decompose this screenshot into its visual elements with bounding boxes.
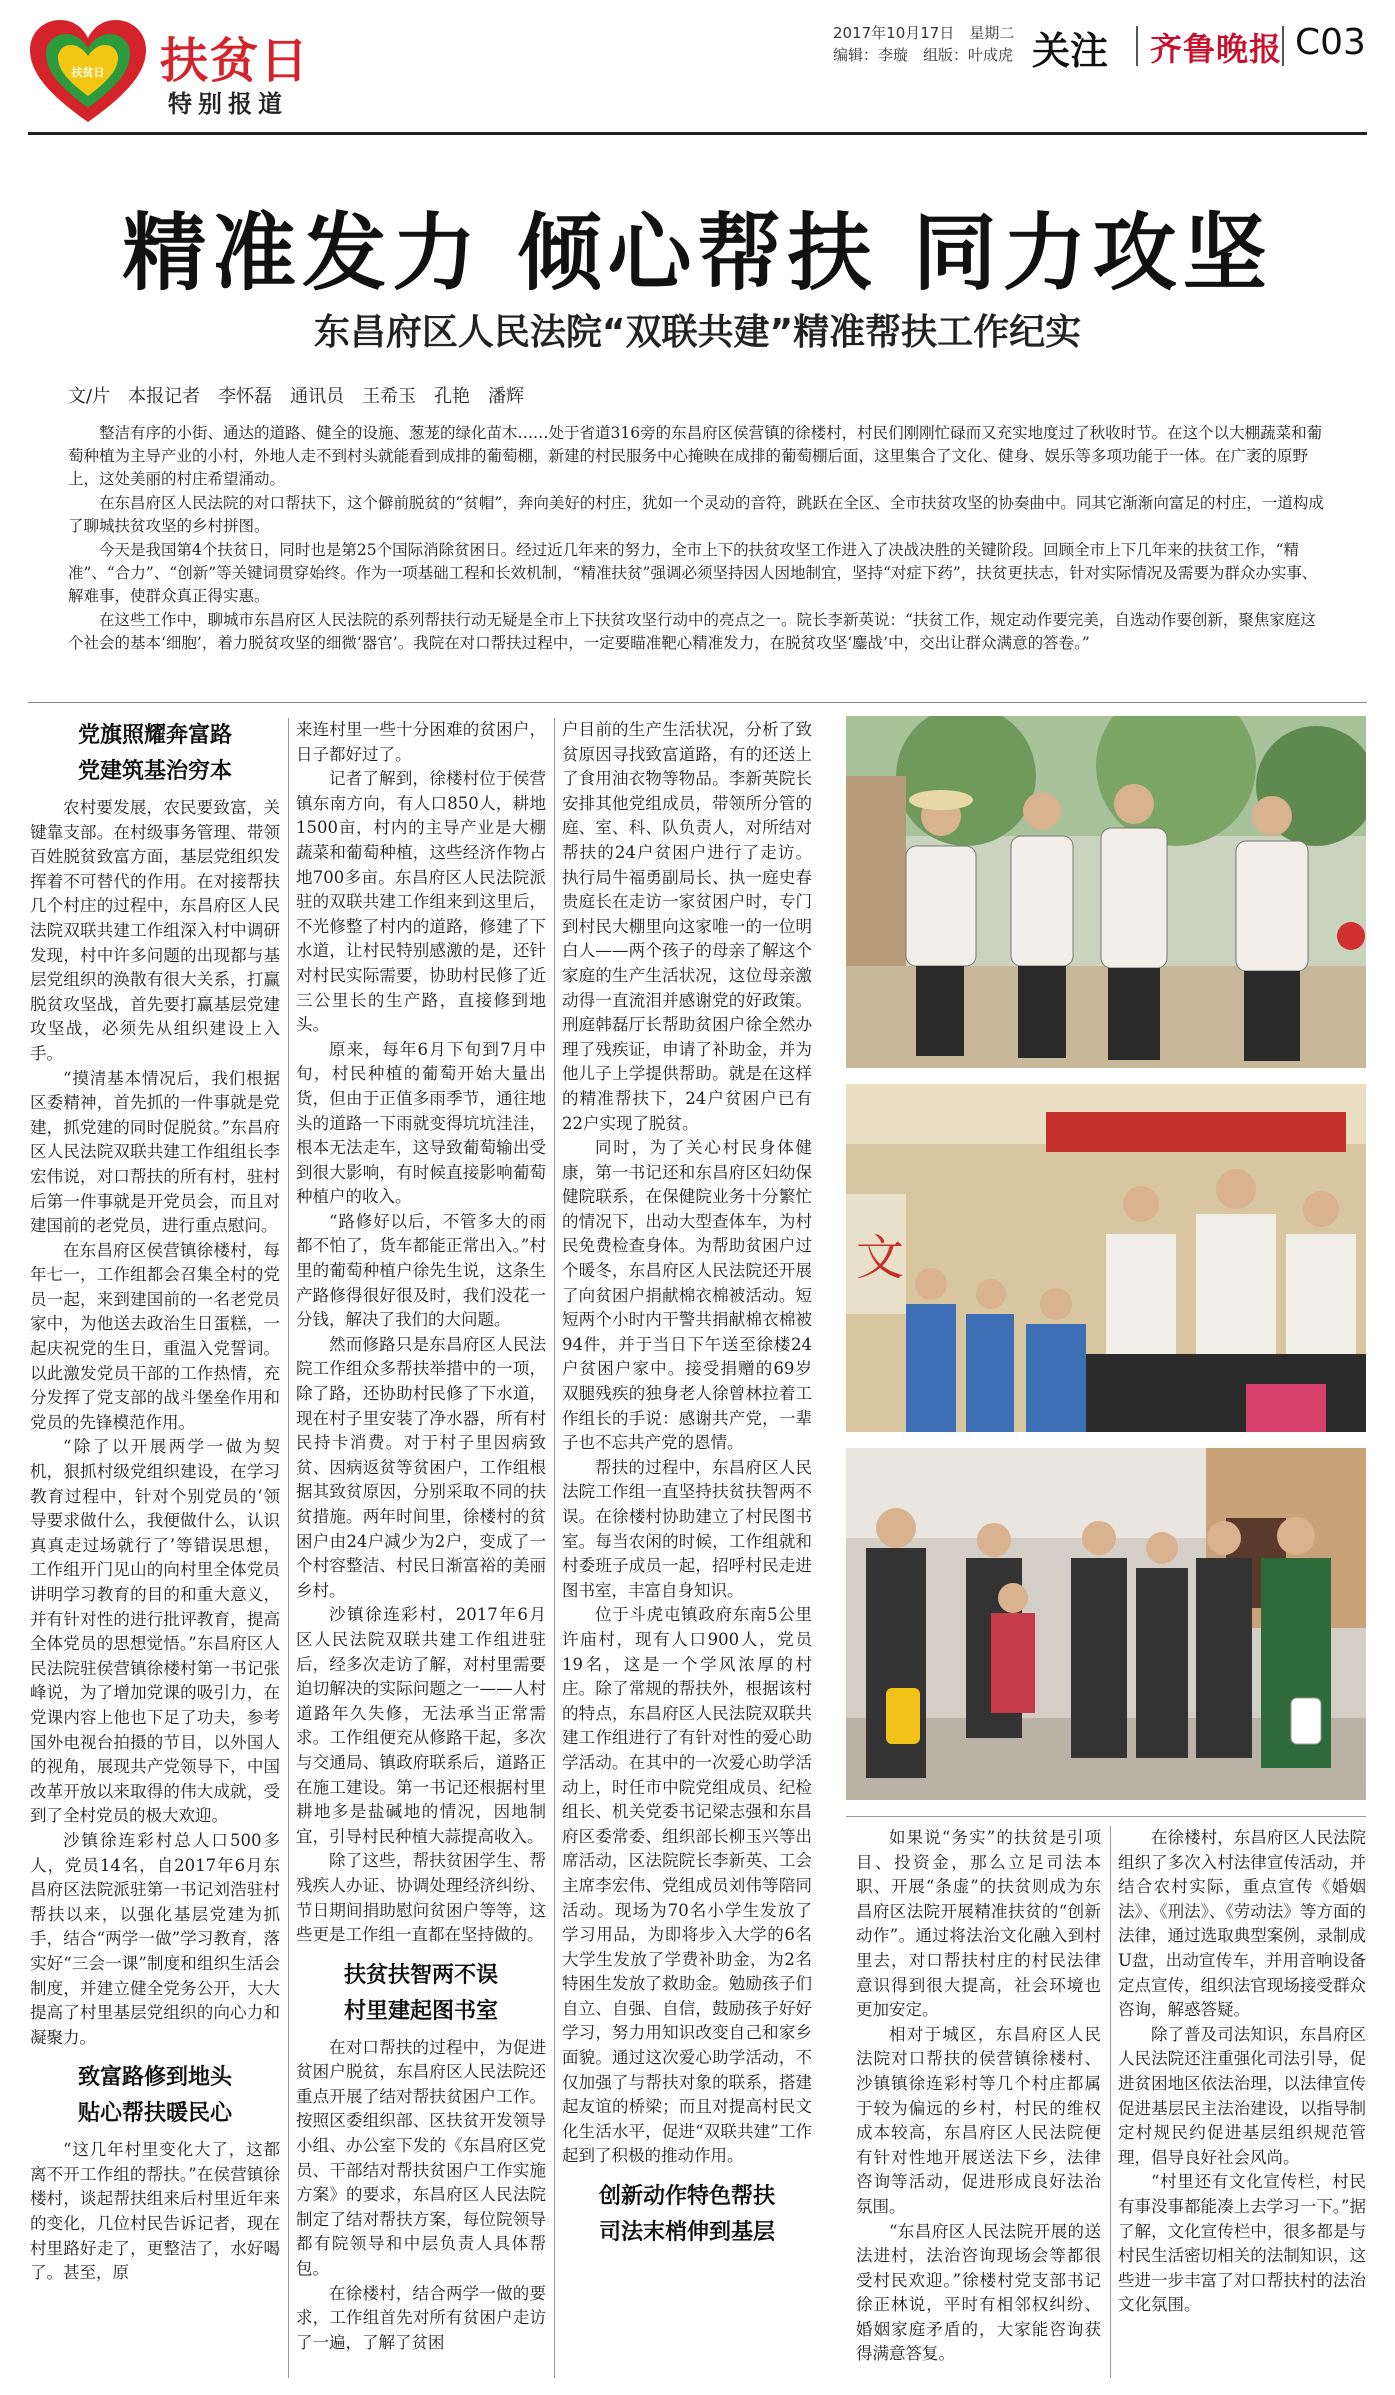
body-paragraph: 在东昌府区侯营镇徐楼村，每年七一，工作组都会召集全村的党员一起，来到建国前的一名老党员家中，为他送去政治生日蛋糕，一起庆祝党的生日，重温入党誓词。以此激发党员干部的工作热情，充分发挥了党支部的战斗堡垒作用和党员的先锋模范作用。	[30, 1240, 280, 1432]
body-paragraph: 同时，为了关心村民身体健康，第一书记还和东昌府区妇幼保健院联系，在保健院业务十分繁忙的情况下，出动大型查体车，为村民免费检查身体。为帮助贫困户过个暖冬，东昌府区人民法院还开展了向贫困户捐献棉衣棉被活动。短短两个小时内干警共捐献棉衣棉被94件，并于当日下午送至徐楼24户贫困户家中。接受捐赠的69岁双腿残疾的独身老人徐曾林拉着工作组长的手说：感谢共产党，一辈子也不忘共产党的恩情。	[562, 1138, 812, 1453]
masthead-separator	[1282, 26, 1284, 66]
body-paragraph: 相对于城区，东昌府区人民法院对口帮扶的侯营镇徐楼村、沙镇镇徐连彩村等几个村庄都属于较为偏远的乡村，村民的维权成本较高，东昌府区人民法院便有针对性地开展送法下乡，法律咨询等活动，促进形成良好法治氛围。	[856, 2024, 1101, 2216]
byline: 文/片 本报记者 李怀磊 通讯员 王希玉 孔艳 潘辉	[68, 386, 525, 407]
issue-meta	[833, 22, 1014, 66]
lead-paragraph: 今天是我国第4个扶贫日，同时也是第25个国际消除贫困日。经过近几年来的努力，全市上下的扶贫攻坚工作进入了决战决胜的关键阶段。回顾全市上下几年来的扶贫工作，“精准”、“合力”、“创新”等关键词贯穿始终。作为一项基础工程和长效机制，“精准扶贫”强调必须坚持因人因地制宜，坚持“对症下药”，扶贫更扶志，针对实际情况及需要为群众办实事、解难事，使群众真正得实惠。	[68, 541, 1318, 605]
body-paragraph: 在对口帮扶的过程中，为促进贫困户脱贫，东昌府区人民法院还重点开展了结对帮扶贫困户工作。按照区委组织部、区扶贫开发领导小组、办公室下发的《东昌府区党员、干部结对帮扶贫困户工作实施方案》的要求，东昌府区人民法院制定了结对帮扶方案，每位院领导都有院领导和中层负责人具体帮包。	[296, 2037, 546, 2279]
lead-paragraph: 在东昌府区人民法院的对口帮扶下，这个僻前脱贫的“贫帽”，奔向美好的村庄，犹如一个灵动的音符，跳跃在全区、全市扶贫攻坚的协奏曲中。同其它渐渐向富足的村庄，一道构成了聊城扶贫攻坚的乡村拼图。	[68, 494, 1324, 535]
body-paragraph: 记者了解到，徐楼村位于侯营镇东南方向，有人口850人，耕地1500亩，村内的主导产业是大棚蔬菜和葡萄种植，这些经济作物占地700多亩。东昌府区人民法院派驻的双联共建工作组来到这里后，不光修整了村内的道路，修建了下水道，让村民特别感激的是，还针对村民实际需要，协助村民修了近三公里长的生产路，直接修到地头。	[296, 769, 546, 1035]
section-heading	[30, 718, 280, 790]
body-paragraph: 在徐楼村，东昌府区人民法院组织了多次入村法律宣传活动，并结合农村实际，重点宣传《婚姻法》、《刑法》、《劳动法》等方面的法律，通过选取典型案例，录制成U盘，出动宣传车，并用音响设备定点宣传，组织法官现场接受群众咨询，解惑答疑。	[1118, 1828, 1366, 2020]
lead-paragraph: 在这些工作中，聊城市东昌府区人民法院的系列帮扶行动无疑是全市上下扶贫攻坚行动中的亮点之一。院长李新英说：“扶贫工作，规定动作要完美，自选动作要创新，聚焦家庭这个社会的基本‘细胞’，着力脱贫攻坚的细微‘器官’。我院在对口帮扶过程中，一定要瞄准靶心精准发力，在脱贫攻坚‘鏖战’中，交出让群众满意的答卷。”	[68, 611, 1316, 652]
headline: 精准发力 倾心帮扶 同力攻坚	[122, 204, 1273, 302]
article-column-5	[1118, 1826, 1366, 2378]
body-paragraph: 除了普及司法知识，东昌府区人民法院还注重强化司法引导，促进贫困地区依法治理，以法律宣传促进基层民主法治建设，以指导制定村规民约促进基层组织规范管理，倡导良好社会风尚。	[1118, 2024, 1366, 2167]
lead-paragraphs	[68, 422, 1328, 656]
date-line: 2017年10月17日 星期二	[833, 24, 1015, 42]
body-paragraph: “除了以开展两学一做为契机，狠抓村级党组织建设，在学习教育过程中，针对个别党员的‘领导要求做什么，我便做什么，认识真真走过场就行了’等错误思想，工作组开门见山的向村里全体党员讲明学习教育的目的和重大意义，并有针对性的进行批评教育，提高全体党员的思想觉悟。”东昌府区人民法院驻侯营镇徐楼村第一书记张峰说，为了增加党课的吸引力，在党课内容上他也下足了功夫，参考国外电视台拍摄的节目，以外国人的视角，展现共产党领导下，中国改革开放以来取得的伟大成就，受到了全村党员的极大欢迎。	[30, 1437, 280, 1826]
body-paragraph: 农村要发展，农民要致富，关键靠支部。在村级事务管理、带领百姓脱贫致富方面，基层党组织发挥着不可替代的作用。在对接帮扶几个村庄的过程中，东昌府区人民法院双联共建工作组深入村中调研发现，村中许多问题的出现都与基层党组织的涣散有很大关系，打赢脱贫攻坚战，首先要打赢基层党建攻坚战，必须先从组织建设上入手。	[30, 798, 280, 1063]
body-paragraph: 沙镇徐连彩村，2017年6月区人民法院双联共建工作组进驻后，经多次走访了解，对村里需要迫切解决的实际问题之一——人村道路年久失修，无法承当正常需求。工作组便充从修路干起，多次与交通局、镇政府联系后，道路正在施工建设。第一书记还根据村里耕地多是盐碱地的情况，因地制宜，引导村民种植大蒜提高收入。	[296, 1605, 546, 1846]
article-column-1	[30, 718, 280, 2378]
section-heading-line: 党建筑基治穷本	[77, 759, 232, 784]
logo-badge: 扶贫日	[71, 66, 105, 79]
body-paragraph: 沙镇徐连彩村总人口500多人，党员14名，自2017年6月东昌府区法院派驻第一书记刘浩驻村帮扶以来，以强化基层党建为抓手，结合“两学一做”学习教育，落实好“三会一课”制度和组织生活会制度，并建立健全党务公开，大大提高了村里基层党组织的向心力和凝聚力。	[30, 1830, 280, 2047]
article-column-3	[562, 718, 812, 2378]
photo-illustration	[846, 1448, 1366, 1800]
paper-name: 齐鲁晚报	[1150, 30, 1283, 68]
body-paragraph: 来连村里一些十分困难的贫困户，日子都好过了。	[296, 720, 546, 764]
body-paragraph: 位于斗虎屯镇政府东南5公里许庙村，现有人口900人，党员19名，这是一个学风浓厚的村庄。除了常规的帮扶外，根据该村的特点，东昌府区人民法院双联共建工作组进行了有针对性的爱心助学活动。在其中的一次爱心助学活动上，时任市中院党组成员、纪检组长、机关党委书记梁志强和东昌府区委常委、组织部长柳玉兴等出席活动，区法院院长李新英、工会主席李宏伟、党组成员刘伟等陪同活动。现场为70名小学生发放了学习用品，为即将步入大学的6名大学生发放了学费补助金，为2名特困生发放了救助金。勉励孩子们自立、自强、自信，鼓励孩子好好学习，努力用知识改变自己和家乡面貌。通过这次爱心助学活动，不仅加强了与帮扶对象的联系，搭建起友谊的桥梁；而且对提高村民文化生活水平，促进“双联共建”工作起到了积极的推动作用。	[562, 1605, 812, 2166]
subheadline: 东昌府区人民法院“双联共建”精准帮扶工作纪实	[313, 312, 1082, 353]
section-heading-line: 村里建起图书室	[343, 1998, 498, 2024]
section-heading-line: 司法末梢伸到基层	[598, 2220, 775, 2246]
article-column-2	[296, 718, 546, 2378]
body-paragraph: “东昌府区人民法院开展的送法进村，法治咨询现场会等都很受村民欢迎。”徐楼村党支部书记徐正林说，平时有相邻权纠纷、婚姻家庭矛盾的，大家能咨询获得满意答复。	[856, 2221, 1101, 2364]
masthead-rule	[28, 132, 1367, 135]
photo-villagers-visit	[846, 1448, 1366, 1800]
section-heading	[296, 1958, 546, 2030]
body-paragraph: “这几年村里变化大了，这都离不开工作组的帮扶。”在侯营镇徐楼村，谈起帮扶组来后村里近年来的变化，几位村民告诉记者，现在村里路好走了，更整洁了，水好喝了。甚至，原	[30, 2140, 280, 2283]
column-rule	[1110, 1826, 1111, 2378]
photo-bottom-rule	[846, 1816, 1366, 1817]
body-paragraph: 在徐楼村，结合两学一做的要求，工作组首先对所有贫困户走访了一遍，了解了贫困	[296, 2283, 546, 2352]
photo-banner-text: 文	[856, 1230, 905, 1286]
section-heading-line: 党旗照耀奔富路	[77, 723, 232, 748]
column-rule	[288, 718, 289, 2378]
body-paragraph: “村里还有文化宣传栏，村民有事没事都能凑上去学习一下。”据了解，文化宣传栏中，很多都是与村民生活密切相关的法制知识，这些进一步丰富了对口帮扶村的法治文化氛围。	[1118, 2172, 1366, 2315]
body-paragraph: “路修好以后，不管多大的雨都不怕了，货车都能正常出入。”村里的葡萄种植户徐先生说，这条生产路修得很好很及时，我们没花一分钱，解决了我们的大问题。	[296, 1211, 546, 1330]
body-paragraph: 原来，每年6月下旬到7月中旬，村民种植的葡萄开始大量出货，但由于正值多雨季节，通往地头的道路一下雨就变得坑坑洼洼，根本无法走车，这导致葡萄输出受到很大影响，有时候直接影响葡萄种植户的收入。	[296, 1039, 546, 1207]
article-column-4	[856, 1826, 1101, 2378]
section-name: 关注	[1032, 29, 1109, 73]
section-heading-line: 扶贫扶智两不误	[343, 1962, 498, 1988]
section-heading-line: 贴心帮扶暖民心	[77, 2101, 232, 2127]
logo-title: 扶贫日	[160, 33, 311, 89]
section-heading-line: 创新动作特色帮扶	[598, 2184, 775, 2210]
section-heading	[30, 2060, 280, 2132]
column-rule	[554, 718, 555, 2378]
body-paragraph: 如果说“务实”的扶贫是引项目、投资金，那么立足司法本职、开展“条虚”的扶贫则成为东昌府区法院开展精准扶贫的“创新动作”。通过将法治文化融入到村里去，对口帮扶村庄的村民法律意识得到很大提高，社会环境也更加安定。	[856, 1828, 1101, 2020]
section-heading	[562, 2179, 812, 2251]
logo-subtitle: 特别报道	[168, 90, 288, 118]
body-paragraph: 除了这些，帮扶贫困学生、帮残疾人办证、协调处理经济纠纷、节日期间捐助慰问贫困户等等，这些更是工作组一直都在坚持做的。	[296, 1851, 546, 1945]
body-paragraph: “摸清基本情况后，我们根据区委精神，首先抓的一件事就是党建，抓党建的同时促脱贫。”东昌府区人民法院双联共建工作组组长李宏伟说，对口帮扶的所有村，驻村后第一件事就是开党员会，而且对建国前的老党员，进行重点慰问。	[30, 1068, 280, 1236]
photo-officials-with-elder	[846, 716, 1366, 1068]
photo-donation-event	[846, 1084, 1366, 1432]
lead-paragraph: 整洁有序的小街、通达的道路、健全的设施、葱茏的绿化苗木……处于省道316旁的东昌府区侯营镇的徐楼村，村民们刚刚忙碌而又充实地度过了秋收时节。在这个以大棚蔬菜和葡萄种植为主导产业的小村，外地人走不到村头就能看到成排的葡萄棚，新建的村民服务中心掩映在成排的葡萄棚后面，这里集合了文化、健身、娱乐等多项功能于一体。在广袤的原野上，这处美丽的村庄希望涌动。	[68, 424, 1323, 488]
editor-line: 编辑：李璇 组版：叶成虎	[833, 46, 1014, 64]
section-heading-line: 致富路修到地头	[77, 2065, 232, 2091]
lead-divider	[28, 702, 1367, 703]
photo-illustration	[846, 716, 1366, 1068]
body-paragraph: 然而修路只是东昌府区人民法院工作组众多帮扶举措中的一项，除了路，还协助村民修了下水道，现在村子里安装了净水器，所有村民持卡消费。对于村子里因病致贫、因病返贫等贫困户，工作组根据其致贫原因，分别采取不同的扶贫措施。两年时间里，徐楼村的贫困户由24户减少为2户，变成了一个村容整洁、村民日渐富裕的美丽乡村。	[296, 1334, 546, 1600]
photo-illustration	[846, 1084, 1366, 1432]
masthead-separator	[1136, 26, 1138, 66]
body-paragraph: 户目前的生产生活状况，分析了致贫原因寻找致富道路，有的还送上了食用油衣物等物品。李新英院长安排其他党组成员，带领所分管的庭、室、科、队负责人，对所结对帮扶的24户贫困户进行了走访。执行局牛福勇副局长、执一庭史春贵庭长在走访一家贫困户时，专门到村民大棚里向这家唯一的一位明白人——两个孩子的母亲了解这个家庭的生产生活状况，这位母亲激动得一直流泪并感谢党的好政策。刑庭韩磊厅长帮助贫困户徐全然办理了残疾证，申请了补助金，并为他儿子上学提供帮助。就是在这样的精准帮扶下，24户贫困户已有22户实现了脱贫。	[562, 720, 812, 1133]
page-number: C03	[1295, 22, 1366, 63]
body-paragraph: 帮扶的过程中，东昌府区人民法院工作组一直坚持扶贫扶智两不误。在徐楼村协助建立了村民图书室。每当农闲的时候，工作组就和村委班子成员一起，招呼村民走进图书室，丰富自身知识。	[562, 1457, 812, 1600]
